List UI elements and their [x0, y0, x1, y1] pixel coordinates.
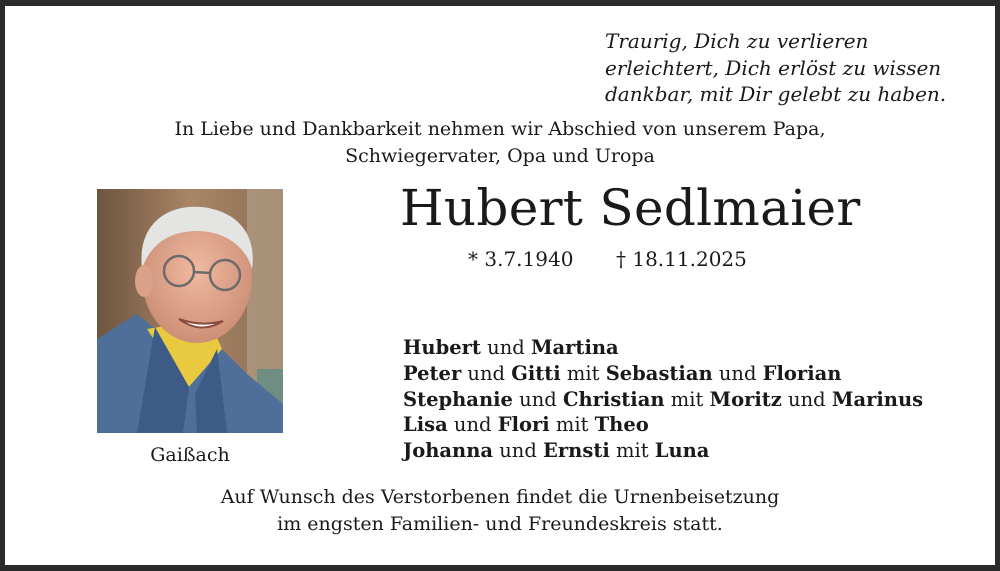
place-caption: Gaißach: [150, 444, 230, 466]
intro-text: [5, 116, 995, 170]
portrait-photo: [97, 189, 283, 433]
family-connector: und: [781, 387, 832, 411]
family-member-name: Stephanie: [403, 387, 513, 411]
family-connector: mit: [549, 413, 595, 437]
quote-line: erleichtert, Dich erlöst zu wissen: [605, 55, 942, 80]
family-member-name: Flori: [497, 413, 550, 437]
family-member-name: Florian: [762, 361, 842, 385]
family-member-name: Gitti: [511, 361, 561, 385]
family-member-name: Peter: [403, 361, 462, 385]
family-connector: mit: [560, 361, 606, 385]
family-row: [403, 387, 923, 413]
family-member-name: Lisa: [403, 413, 448, 437]
family-member-name: Sebastian: [605, 361, 713, 385]
family-row: [403, 412, 923, 438]
birth-date: * 3.7.1940: [468, 247, 574, 271]
family-connector: mit: [609, 439, 655, 463]
intro-line: Schwiegervater, Opa und Uropa: [345, 145, 655, 167]
closing-text: [5, 484, 995, 538]
family-member-name: Luna: [654, 439, 710, 463]
family-list: [403, 335, 923, 464]
deceased-name: Hubert Sedlmaier: [400, 179, 861, 237]
family-connector: mit: [664, 387, 710, 411]
family-member-name: Theo: [594, 413, 649, 437]
family-row: [403, 361, 923, 387]
family-connector: und: [512, 387, 563, 411]
portrait-illustration: [97, 189, 283, 433]
family-connector: und: [480, 336, 531, 359]
family-connector: und: [493, 439, 544, 463]
quote-line: dankbar, mit Dir gelebt zu haben.: [605, 82, 947, 106]
family-row: [403, 335, 923, 361]
family-member-name: Johanna: [403, 439, 494, 463]
family-connector: und: [461, 361, 512, 385]
family-connector: und: [447, 413, 498, 437]
family-member-name: Ernsti: [543, 439, 610, 463]
closing-line: im engsten Familien- und Freundeskreis statt.: [277, 513, 723, 535]
intro-line: In Liebe und Dankbarkeit nehmen wir Abschied von unserem Papa,: [174, 118, 826, 140]
memorial-quote: [605, 28, 946, 108]
family-connector: und: [712, 361, 763, 385]
family-member-name: Hubert: [403, 336, 481, 359]
obituary-notice: [5, 6, 995, 565]
family-member-name: Moritz: [709, 387, 782, 411]
quote-line: Traurig, Dich zu verlieren: [605, 29, 869, 53]
family-member-name: Christian: [562, 387, 665, 411]
family-member-name: Marinus: [831, 387, 924, 411]
family-row: [403, 438, 923, 464]
death-date: † 18.11.2025: [616, 247, 747, 271]
closing-line: Auf Wunsch des Verstorbenen findet die Urnenbeisetzung: [220, 486, 780, 508]
family-member-name: Martina: [530, 336, 619, 359]
